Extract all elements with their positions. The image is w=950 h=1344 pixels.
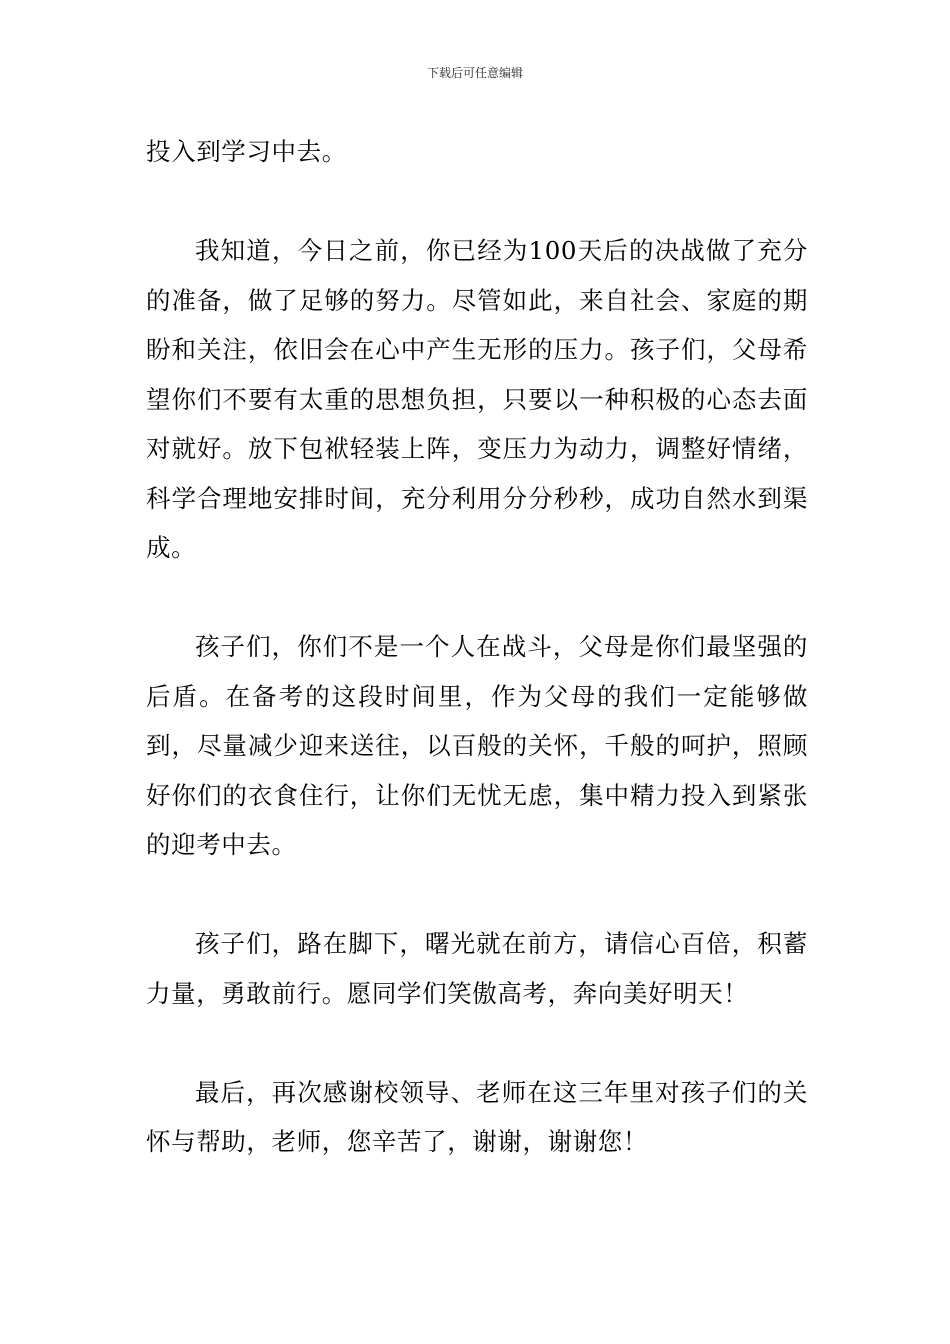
- page-header: 下载后可任意编辑: [426, 66, 523, 80]
- paragraph-encouragement: 孩子们，路在脚下，曙光就在前方，请信心百倍，积蓄力量，勇敢前行。愿同学们笑傲高考，奔向美好明天！: [146, 929, 808, 1008]
- paragraph-gap: [146, 870, 808, 920]
- paragraph-thanks: 最后，再次感谢校领导、老师在这三年里对孩子们的关怀与帮助，老师，您辛苦了，谢谢，谢谢您！: [146, 1077, 808, 1156]
- paragraph-support: 孩子们，你们不是一个人在战斗，父母是你们最坚强的后盾。在备考的这段时间里，作为父母的我们一定能够做到，尽量减少迎来送往，以百般的关怀，千般的呵护，照顾好你们的衣食住行，让你们无忧无虑，集中精力投入到紧张的迎考中去。: [146, 632, 808, 859]
- paragraph-continuation: 投入到学习中去。: [146, 137, 347, 166]
- paragraph-preparation: 我知道，今日之前，你已经为100天后的决战做了充分的准备，做了足够的努力。尽管如此，来自社会、家庭的期盼和关注，依旧会在心中产生无形的压力。孩子们，父母希望你们不要有太重的思想负担，只要以一种积极的心态去面对就好。放下包袱轻装上阵，变压力为动力，调整好情绪，科学合理地安排时间，充分利用分分秒秒，成功自然水到渠成。: [146, 236, 808, 562]
- paragraph-gap: [146, 177, 808, 227]
- paragraph-gap: [146, 1018, 808, 1068]
- document-body: [146, 127, 808, 1167]
- paragraph-gap: [146, 573, 808, 623]
